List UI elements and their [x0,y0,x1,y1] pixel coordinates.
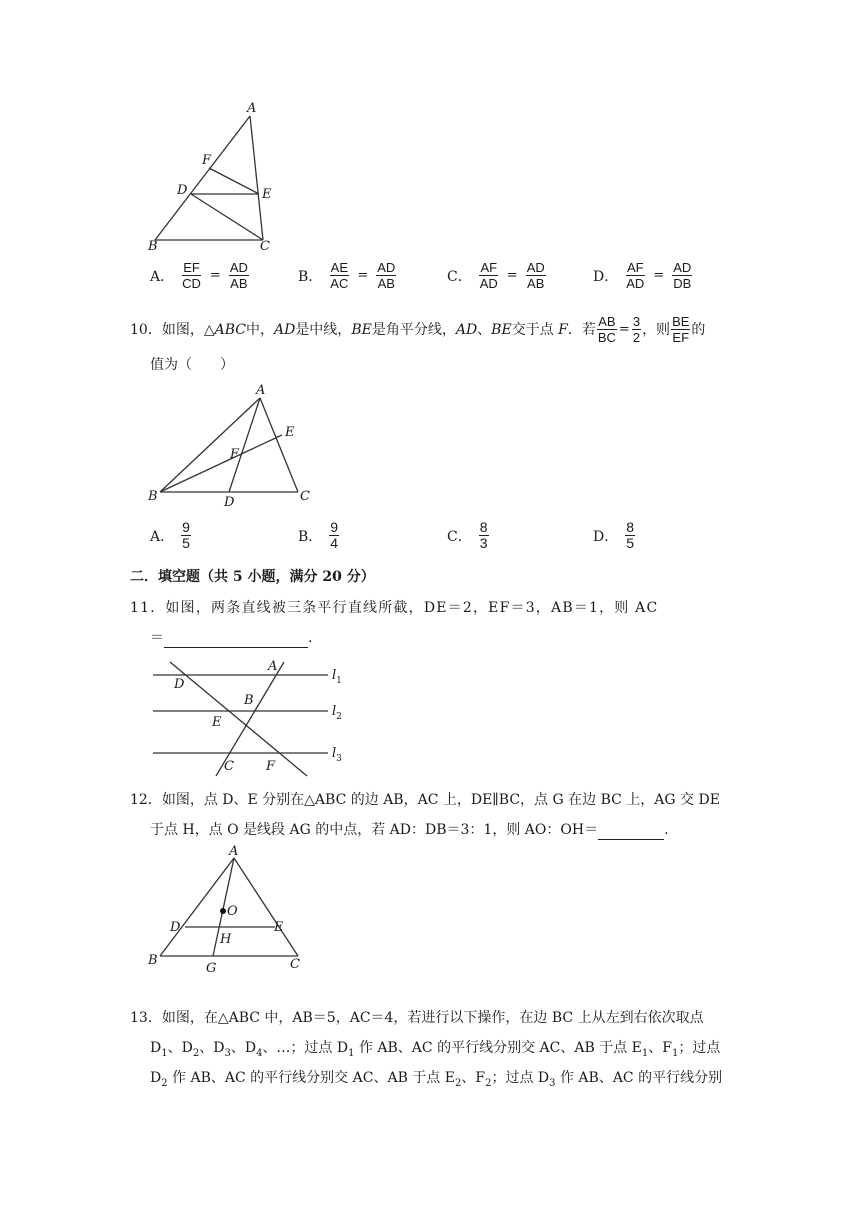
q11-label-a: A [268,659,278,674]
q12-label-o: O [227,904,238,919]
q10-label-c: C [300,489,310,504]
q9-seg-dc [191,194,263,240]
fraction: $\frac{8}{5}$ [626,519,635,551]
text: 、…；过点 D [262,1040,349,1056]
fraction-be-ef: $\frac{BE}{EF}$ [672,314,690,345]
text: 1 [161,1047,168,1059]
text: 是角平分线， [371,321,456,338]
option-letter: C． [447,528,472,545]
text: ABC [214,321,246,338]
q9-option-b[interactable]: B． $\frac{AE}{AC}$ = $\frac{AD}{AB}$ [298,260,396,291]
q9-label-b: B [148,239,158,254]
text: 3 [224,1047,231,1059]
q11-answer-blank[interactable] [164,631,308,648]
q10-side-ac [260,398,298,492]
q11-label-b: B [244,693,254,708]
q11-label-d: D [174,677,185,692]
fraction: $\frac{AE}{AC}$ [330,260,349,291]
q13-stem-line1: 13．如图，在△ABC 中，AB＝5，AC＝4，若进行以下操作，在边 BC 上从左到右依次取点 [130,1010,704,1026]
q9-side-ac [250,116,263,240]
q10-label-b: B [148,489,158,504]
q10-stem-line2: 值为（ ） [150,357,234,373]
text: 2 [192,1047,200,1059]
option-letter: A． [150,528,175,545]
fraction: $\frac{AD}{DB}$ [673,260,692,291]
text: D [150,1070,162,1086]
fraction: $\frac{8}{3}$ [479,519,488,551]
text: . [308,630,313,646]
q12-point-o [220,908,226,914]
text: ＝ [150,630,164,646]
q9-option-a[interactable]: A． $\frac{EF}{CD}$ = $\frac{AD}{AB}$ [150,260,248,291]
fraction: $\frac{9}{4}$ [330,519,339,551]
fraction: $\frac{AF}{AD}$ [626,260,645,291]
q9-figure [140,96,300,256]
q11-label-f: F [266,759,276,774]
text: 、 [477,321,492,338]
fraction-3-2: $\frac{3}{2}$ [632,314,641,345]
text: 3 [549,1077,556,1089]
text: 、F [648,1040,672,1056]
q10-option-a[interactable] [150,520,192,551]
option-letter: B． [298,268,323,285]
text: 的 [691,321,706,338]
q12-label-b: B [148,953,158,968]
fraction: $\frac{AF}{AD}$ [479,260,498,291]
text: 1 [641,1047,649,1059]
text: 、F [461,1070,486,1086]
q12-label-g: G [206,961,217,976]
text: BE [351,321,372,338]
q12-figure [140,842,310,976]
fraction: $\frac{AD}{AB}$ [377,260,396,291]
fraction: $\frac{AD}{AB}$ [526,260,545,291]
text: D [150,1040,162,1056]
q12-label-e: E [274,920,284,935]
q9-label-f: F [202,153,212,168]
text: AD [273,321,296,338]
text: 1 [671,1047,679,1059]
q11-stem-line1: 11．如图，两条直线被三条平行直线所截，DE＝2，EF＝3，AB＝1，则 AC [130,600,659,616]
q12-label-a: A [229,844,239,859]
q10-figure [140,378,330,510]
q10-label-f: F [230,447,240,462]
text: ；过点 D [491,1070,550,1086]
q9-option-c[interactable]: C． $\frac{AF}{AD}$ = $\frac{AD}{AB}$ [447,260,545,291]
q10-option-d[interactable] [593,520,636,551]
q12-label-h: H [220,932,232,947]
text: 于点 H，点 O 是线段 AG 的中点，若 AD：DB＝3：1，则 AO：OH＝ [150,822,599,838]
text: 、D [199,1040,225,1056]
q11-figure [150,652,360,782]
option-letter: B． [298,528,323,545]
q10-bisector-be [160,435,282,492]
q12-stem-line1: 12．如图，点 D、E 分别在△ABC 的边 AB，AC 上，DE∥BC，点 G 在边 BC 上，AG 交 DE [130,792,720,808]
fraction: $\frac{EF}{CD}$ [182,260,201,291]
q12-answer-blank[interactable] [598,823,664,840]
q11-label-l3: $l_3$ [332,746,342,764]
text: BE [491,321,512,338]
text: 中， [245,321,274,338]
q10-stem-line1 [130,314,705,345]
q11-label-e: E [212,715,222,730]
q9-seg-fe [209,168,259,194]
text: 2 [161,1077,168,1089]
q9-label-c: C [260,239,270,254]
text: 1 [348,1047,355,1059]
fraction: $\frac{AD}{AB}$ [229,260,248,291]
text: . [664,822,669,838]
text: AD [455,321,478,338]
option-letter: D． [593,268,619,285]
option-letter: D． [593,528,619,545]
q10-label-d: D [224,495,235,510]
q12-side-ac [234,858,298,956]
q10-option-b[interactable] [298,520,340,551]
text: 作 AB、AC 的平行线分别交 AC、AB 于点 E [354,1040,642,1056]
q9-label-d: D [177,183,188,198]
q11-label-l2: $l_2$ [332,704,342,722]
text: 4 [256,1047,263,1059]
q12-stem-line2 [150,820,669,840]
option-letter: A． [150,268,175,285]
q10-label-e: E [285,425,295,440]
fraction: $\frac{9}{5}$ [182,519,190,551]
q12-label-c: C [290,957,300,972]
q9-side-ab [155,116,250,240]
q9-label-a: A [247,101,257,116]
fraction-ab-bc: $\frac{AB}{BC}$ [597,314,616,345]
text: 、D [167,1040,193,1056]
q11-stem-line2 [150,628,312,648]
q13-stem-line3 [150,1068,722,1094]
text: 交于点 [511,321,554,338]
text: ．若 [567,321,596,338]
q13-stem-line2 [150,1038,720,1064]
q10-option-c[interactable] [447,520,490,551]
text: 2 [485,1077,492,1089]
text: 作 AB、AC 的平行线分别 [555,1070,723,1086]
text: 2 [454,1077,462,1089]
q11-transversal-df [170,662,307,776]
text: 是中线， [295,321,352,338]
text: ，则 [642,321,671,338]
option-letter: C． [447,268,472,285]
q11-label-l1: $l_1$ [332,668,342,686]
q12-label-d: D [170,920,181,935]
text: 、D [230,1040,257,1056]
text: F [558,321,568,338]
text: 10．如图，△ [130,321,215,338]
q9-label-e: E [262,187,272,202]
section-heading: 二．填空题（共 5 小题，满分 20 分） [130,569,375,585]
q10-label-a: A [256,383,266,398]
equals: = [618,321,630,337]
q9-option-d[interactable]: D． $\frac{AF}{AD}$ = $\frac{AD}{DB}$ [593,260,692,291]
text: 作 AB、AC 的平行线分别交 AC、AB 于点 E [167,1070,455,1086]
text: ；过点 [678,1040,721,1056]
q11-label-c: C [224,759,234,774]
